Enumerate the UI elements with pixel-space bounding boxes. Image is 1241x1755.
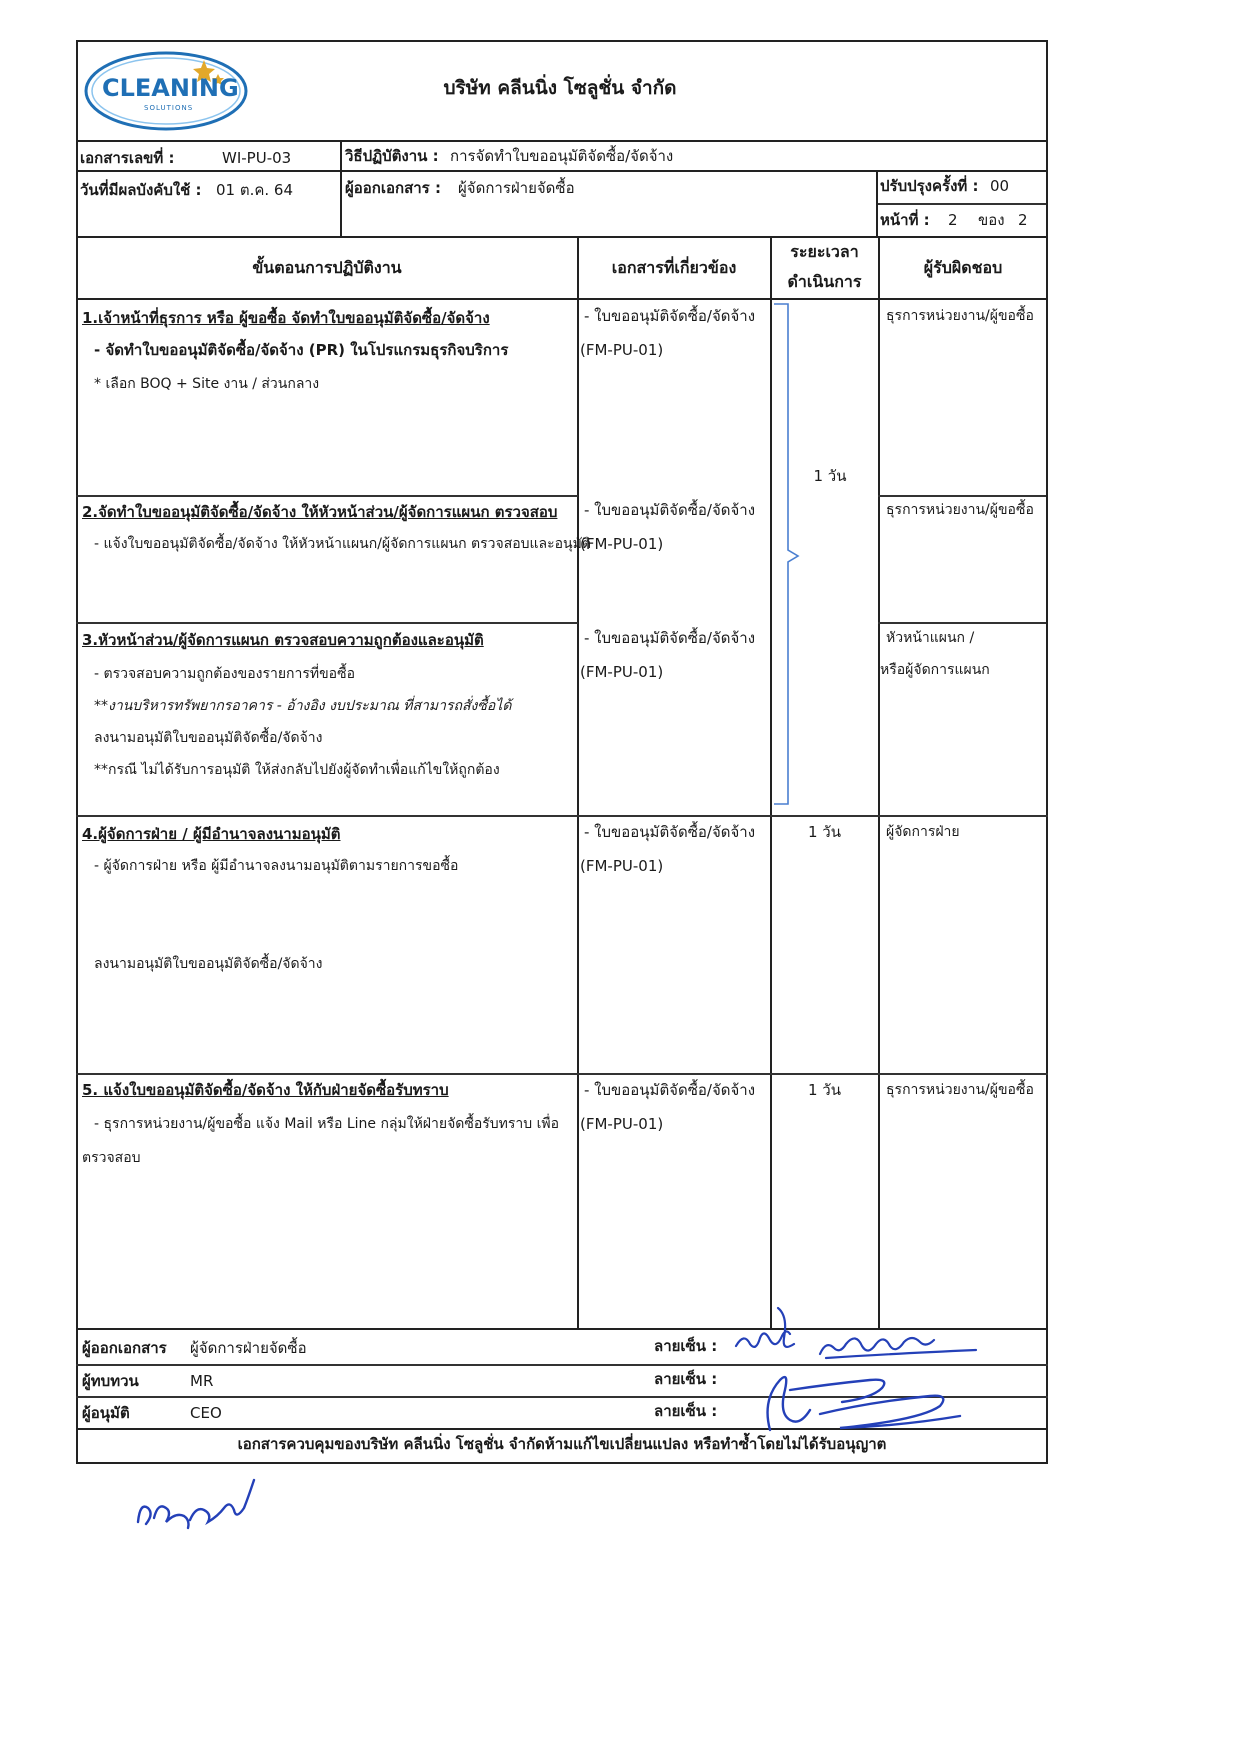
responsible: ธุรการหน่วยงาน/ผู้ขอซื้อ — [886, 1082, 1034, 1098]
handwritten-initials — [128, 1468, 268, 1538]
header-responsible: ผู้รับผิดชอบ — [923, 258, 1003, 277]
step-title: 3.หัวหน้าส่วน/ผู้จัดการแผนก ตรวจสอบความถูกต้องและอนุมัติ — [82, 631, 484, 649]
doc-reference: - ใบขออนุมัติจัดซื้อ/จัดจ้าง — [584, 823, 756, 841]
header-duration-1: ระยะเวลา — [790, 242, 859, 261]
step-title: 5. แจ้งใบขออนุมัติจัดซื้อ/จัดจ้าง ให้กับฝ่ายจัดซื้อรับทราบ — [82, 1081, 449, 1099]
control-notice: เอกสารควบคุมของบริษัท คลีนนิ่ง โซลูชั่น จำกัดห้ามแก้ไขเปลี่ยนแปลง หรือทำซ้ำโดยไม่ได้รับอนุญาต — [237, 1435, 887, 1453]
responsible: ธุรการหน่วยงาน/ผู้ขอซื้อ — [886, 502, 1034, 518]
group-duration: 1 วัน — [813, 467, 847, 485]
sign-label: ลายเซ็น : — [654, 1370, 718, 1388]
step-line: - ผู้จัดการฝ่าย หรือ ผู้มีอำนาจลงนามอนุมัติตามรายการขอซื้อ — [94, 858, 459, 874]
header-steps: ขั้นตอนการปฏิบัติงาน — [252, 258, 402, 277]
step-line: **งานบริหารทรัพยากรอาคาร - อ้างอิง งบประมาณ ที่สามารถสั่งซื้อได้ — [94, 698, 512, 714]
logo-subtext: SOLUTIONS — [144, 104, 194, 112]
revision-value: 00 — [990, 177, 1010, 195]
step-title: 2.จัดทำใบขออนุมัติจัดซื้อ/จัดจ้าง ให้หัวหน้าส่วน/ผู้จัดการแผนก ตรวจสอบ — [82, 503, 558, 521]
logo-text: CLEANING — [102, 74, 239, 102]
doc-code: (FM-PU-01) — [580, 857, 664, 875]
procedure-label: วิธีปฏิบัติงาน : — [345, 147, 439, 165]
footer-issuer-value: ผู้จัดการฝ่ายจัดซื้อ — [190, 1339, 307, 1357]
header-docs: เอกสารที่เกี่ยวข้อง — [611, 258, 737, 277]
footer-issuer-label: ผู้ออกเอกสาร — [82, 1339, 167, 1357]
doc-reference: - ใบขออนุมัติจัดซื้อ/จัดจ้าง — [584, 307, 756, 325]
step-line: **กรณี ไม่ได้รับการอนุมัติ ให้ส่งกลับไปยังผู้จัดทำเพื่อแก้ไขให้ถูกต้อง — [94, 762, 500, 778]
doc-code: (FM-PU-01) — [580, 341, 664, 359]
step-title: 1.เจ้าหน้าที่ธุรการ หรือ ผู้ขอซื้อ จัดทำใบขออนุมัติจัดซื้อ/จัดจ้าง — [82, 309, 490, 327]
step-line: * เลือก BOQ + Site งาน / ส่วนกลาง — [94, 376, 320, 392]
company-logo — [82, 48, 250, 134]
page-of: ของ — [978, 211, 1005, 229]
page-label: หน้าที่ : — [880, 211, 930, 229]
sign-label: ลายเซ็น : — [654, 1402, 718, 1420]
duration: 1 วัน — [808, 1081, 841, 1099]
issuer-label: ผู้ออกเอกสาร : — [345, 179, 441, 197]
sign-label: ลายเซ็น : — [654, 1337, 718, 1355]
step-line: - ตรวจสอบความถูกต้องของรายการที่ขอซื้อ — [94, 666, 355, 682]
doc-no-value: WI-PU-03 — [222, 149, 292, 167]
step-line: - แจ้งใบขออนุมัติจัดซื้อ/จัดจ้าง ให้หัวหน้าแผนก/ผู้จัดการแผนก ตรวจสอบและอนุมัติ — [94, 536, 591, 552]
company-name: บริษัท คลีนนิ่ง โซลูชั่น จำกัด — [443, 77, 677, 99]
duration-bracket — [772, 300, 802, 810]
doc-reference: - ใบขออนุมัติจัดซื้อ/จัดจ้าง — [584, 629, 756, 647]
page-total: 2 — [1018, 211, 1028, 229]
footer-approver-label: ผู้อนุมัติ — [82, 1404, 130, 1422]
doc-code: (FM-PU-01) — [580, 663, 664, 681]
duration: 1 วัน — [808, 823, 841, 841]
signature-reviewer — [750, 1350, 970, 1440]
doc-code: (FM-PU-01) — [580, 535, 664, 553]
doc-reference: - ใบขออนุมัติจัดซื้อ/จัดจ้าง — [584, 1081, 756, 1099]
step-line: - ธุรการหน่วยงาน/ผู้ขอซื้อ แจ้ง Mail หรือ Line กลุ่มให้ฝ่ายจัดซื้อรับทราบ เพื่อ — [94, 1116, 560, 1132]
footer-approver-value: CEO — [190, 1404, 222, 1422]
step-line: ลงนามอนุมัติใบขออนุมัติจัดซื้อ/จัดจ้าง — [94, 730, 323, 746]
responsible: ธุรการหน่วยงาน/ผู้ขอซื้อ — [886, 308, 1034, 324]
responsible: หรือผู้จัดการแผนก — [880, 662, 990, 678]
effective-date-value: 01 ต.ค. 64 — [216, 181, 294, 199]
responsible: ผู้จัดการฝ่าย — [886, 824, 960, 840]
header-duration-2: ดำเนินการ — [787, 272, 862, 291]
step-line: ตรวจสอบ — [82, 1150, 141, 1166]
doc-no-label: เอกสารเลขที่ : — [80, 149, 175, 167]
step-line: - จัดทำใบขออนุมัติจัดซื้อ/จัดจ้าง (PR) ในโปรแกรมธุรกิจบริการ — [94, 341, 509, 359]
footer-reviewer-label: ผู้ทบทวน — [82, 1372, 139, 1390]
step-line: ลงนามอนุมัติใบขออนุมัติจัดซื้อ/จัดจ้าง — [94, 956, 323, 972]
doc-reference: - ใบขออนุมัติจัดซื้อ/จัดจ้าง — [584, 501, 756, 519]
procedure-value: การจัดทำใบขออนุมัติจัดซื้อ/จัดจ้าง — [450, 147, 674, 165]
responsible: หัวหน้าแผนก / — [886, 630, 975, 646]
doc-code: (FM-PU-01) — [580, 1115, 664, 1133]
issuer-value: ผู้จัดการฝ่ายจัดซื้อ — [458, 179, 575, 197]
page-number: 2 — [948, 211, 958, 229]
step-title: 4.ผู้จัดการฝ่าย / ผู้มีอำนาจลงนามอนุมัติ — [82, 825, 341, 843]
footer-reviewer-value: MR — [190, 1372, 214, 1390]
effective-date-label: วันที่มีผลบังคับใช้ : — [80, 181, 202, 199]
revision-label: ปรับปรุงครั้งที่ : — [880, 177, 979, 195]
